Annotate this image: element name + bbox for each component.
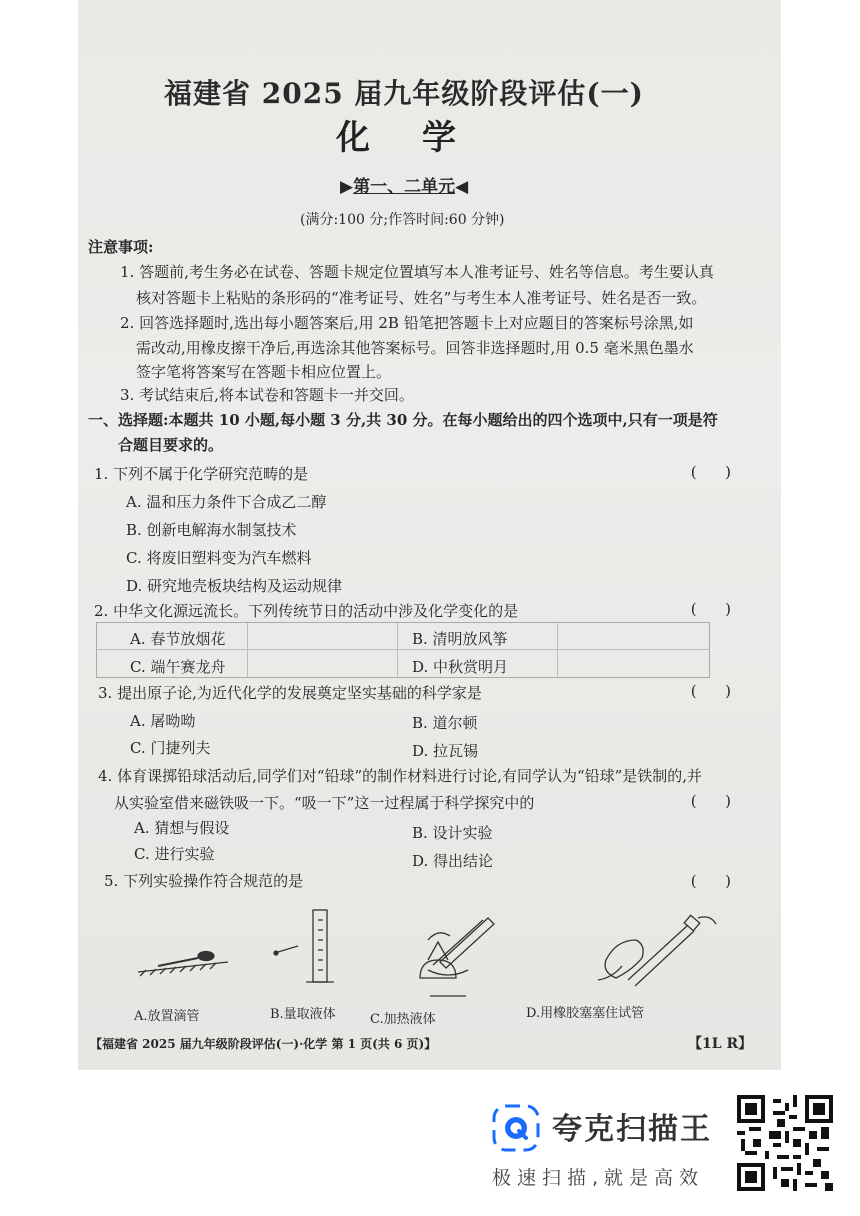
figure-caption: B.量取液体 [270, 1007, 336, 1022]
cylinder-figure [274, 910, 334, 982]
page-title: 福建省 2025 届九年级阶段评估(一) [164, 77, 644, 110]
figure-caption: A.放置滴管 [134, 1009, 200, 1024]
exam-paper [78, 0, 781, 1070]
figure-caption: D.用橡胶塞塞住试管 [526, 1006, 645, 1021]
option: A. 温和压力条件下合成乙二醇 [126, 493, 327, 511]
option: A. 猜想与假设 [134, 819, 230, 837]
notice-line: 3. 考试结束后,将本试卷和答题卡一并交回。 [120, 386, 414, 404]
question-stem-cont: 从实验室借来磁铁吸一下。“吸一下”这一过程属于科学探究中的 [114, 794, 535, 812]
quark-logo-icon [492, 1104, 540, 1152]
answer-paren: ( ) [690, 600, 731, 618]
section-heading-cont: 合题目要求的。 [118, 436, 224, 454]
option: C. 将废旧塑料变为汽车燃料 [126, 549, 312, 567]
dropper-figure [138, 952, 228, 977]
option: B. 清明放风筝 [412, 630, 508, 648]
notice-line: 2. 回答选择题时,选出每小题答案后,用 2B 铅笔把答题卡上对应题目的答案标号涂黑,如 [120, 314, 694, 332]
question-stem: 4. 体育课掷铅球活动后,同学们对“铅球”的制作材料进行讨论,有同学认为“铅球”是铁制的,并 [98, 767, 703, 785]
stopper-figure [598, 915, 716, 986]
unit-text: 第一、二单元 [353, 177, 456, 197]
option: C. 进行实验 [134, 845, 215, 863]
option: B. 创新电解海水制氢技术 [126, 521, 297, 539]
unit-label: ▶第一、二单元◀ [340, 177, 469, 197]
heating-figure [420, 918, 494, 996]
option: A. 屠呦呦 [130, 712, 196, 730]
notice-line: 签字笔将答案写在答题卡相应位置上。 [136, 363, 392, 381]
page-footer: 【福建省 2025 届九年级阶段评估(一)·化学 第 1 页(共 6 页)】 [90, 1037, 437, 1051]
qr-code-icon [737, 1095, 833, 1191]
option: B. 设计实验 [412, 824, 493, 842]
question-stem: 1. 下列不属于化学研究范畴的是 [94, 465, 309, 483]
question-stem: 3. 提出原子论,为近代化学的发展奠定坚实基础的科学家是 [98, 684, 482, 702]
answer-paren: ( ) [690, 872, 731, 890]
answer-paren: ( ) [690, 682, 731, 700]
question-stem: 5. 下列实验操作符合规范的是 [104, 872, 304, 890]
option: D. 拉瓦锡 [412, 742, 479, 760]
experiment-figures [128, 900, 748, 1010]
option: B. 道尔顿 [412, 714, 478, 732]
notice-line: 需改动,用橡皮擦干净后,再选涂其他答案标号。回答非选择题时,用 0.5 毫米黑色墨水 [136, 339, 694, 357]
exam-meta: (满分:100 分;作答时间:60 分钟) [300, 212, 505, 228]
option: D. 研究地壳板块结构及运动规律 [126, 577, 343, 595]
brand-name: 夸克扫描王 [552, 1112, 712, 1147]
answer-paren: ( ) [690, 792, 731, 810]
option: C. 端午赛龙舟 [130, 658, 226, 676]
figure-caption: C.加热液体 [370, 1012, 436, 1027]
option: A. 春节放烟花 [130, 630, 226, 648]
notice-heading: 注意事项: [88, 238, 154, 256]
section-heading: 一、选择题:本题共 10 小题,每小题 3 分,共 30 分。在每小题给出的四个选项中,只有一项是符 [88, 411, 718, 429]
subject-heading: 化学 [336, 118, 508, 158]
notice-line: 1. 答题前,考生务必在试卷、答题卡规定位置填写本人准考证号、姓名等信息。考生要认真 [120, 263, 714, 281]
brand-slogan: 极速扫描,就是高效 [492, 1167, 705, 1189]
question-stem: 2. 中华文化源远流长。下列传统节日的活动中涉及化学变化的是 [94, 602, 519, 620]
notice-line: 核对答题卡上粘贴的条形码的“准考证号、姓名”与考生本人准考证号、姓名是否一致。 [136, 289, 707, 307]
option: D. 中秋赏明月 [412, 658, 509, 676]
option: D. 得出结论 [412, 852, 494, 870]
answer-paren: ( ) [690, 463, 731, 481]
paper-code: 【1L R】 [688, 1036, 753, 1052]
option: C. 门捷列夫 [130, 739, 211, 757]
